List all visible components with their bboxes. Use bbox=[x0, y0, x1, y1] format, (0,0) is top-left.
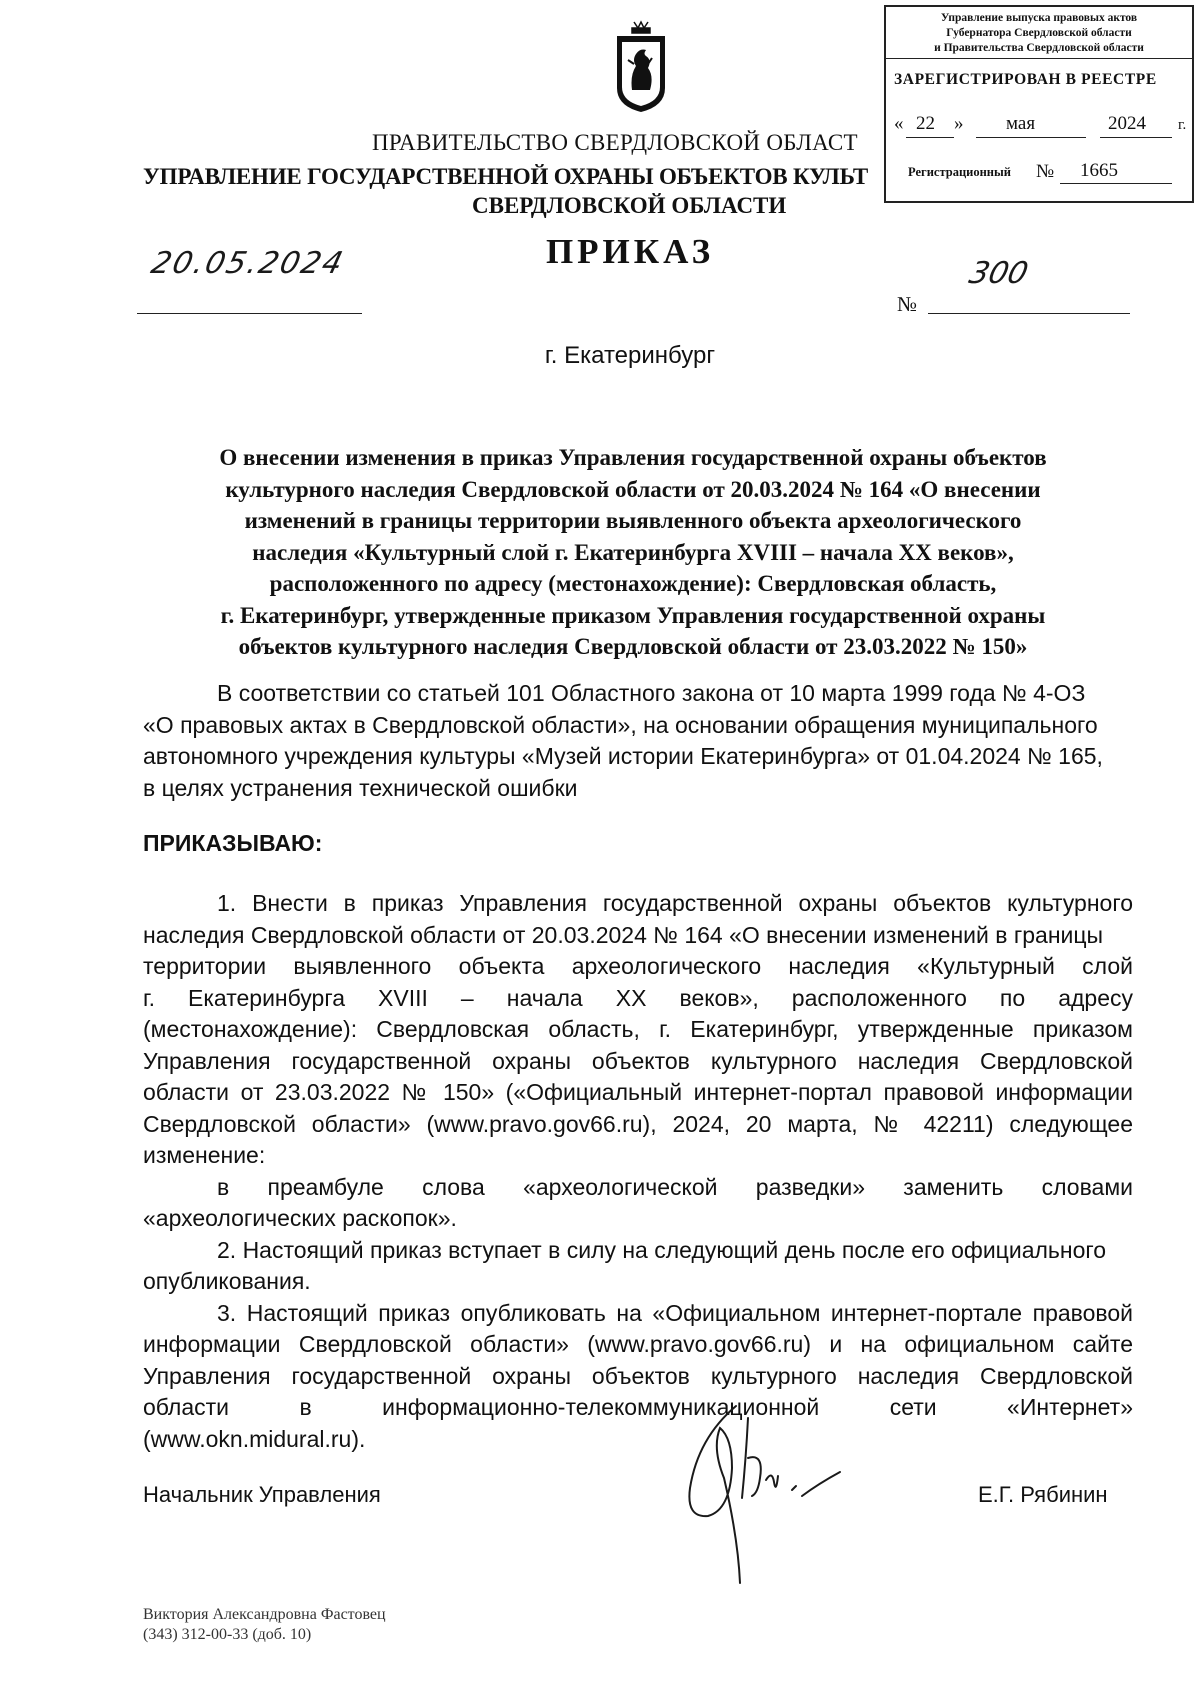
executor-name: Виктория Александровна Фастовец bbox=[143, 1606, 386, 1623]
stamp-date-year-suffix: г. bbox=[1178, 117, 1187, 133]
preamble-line: автономного учреждения культуры «Музей истории Екатеринбурга» от 01.04.2024 № 165, bbox=[143, 743, 1103, 769]
title-line: объектов культурного наследия Свердловской области от 23.03.2022 № 150» bbox=[238, 634, 1028, 659]
stamp-date bbox=[894, 113, 1190, 143]
department-name-line1: УПРАВЛЕНИЕ ГОСУДАРСТВЕННОЙ ОХРАНЫ ОБЪЕКТОВ КУЛЬТ bbox=[143, 164, 869, 189]
stamp-header-line: Управление выпуска правовых актов bbox=[940, 12, 1138, 24]
title-line: расположенного по адресу (местонахождение): Свердловская область, bbox=[269, 571, 997, 596]
item1-change-line: «археологических раскопок». bbox=[143, 1205, 457, 1231]
item3-line: Управления государственной охраны объектов культурного наследия Свердловской bbox=[143, 1362, 1133, 1389]
stamp-date-day: 22 bbox=[916, 113, 935, 134]
item3-line: информации Свердловской области» (www.pravo.gov66.ru) и на официальном сайте bbox=[143, 1331, 1133, 1357]
number-underline bbox=[928, 313, 1130, 314]
signature-icon bbox=[668, 1398, 868, 1588]
item1-line: Управления государственной охраны объектов культурного наследия Свердловской bbox=[143, 1047, 1133, 1074]
executor-info bbox=[143, 1605, 386, 1645]
preamble-line: в целях устранения технической ошибки bbox=[143, 774, 578, 801]
item1-line: области от 23.03.2022 № 150» («Официальный интернет-портал правовой информации bbox=[143, 1079, 1133, 1105]
stamp-header bbox=[886, 7, 1192, 59]
item1-line: (местонахождение): Свердловская область, г. Екатеринбург, утвержденные приказом bbox=[143, 1016, 1133, 1042]
date-underline bbox=[137, 313, 362, 314]
stamp-registered-label: ЗАРЕГИСТРИРОВАН В РЕЕСТРЕ bbox=[894, 71, 1157, 88]
item1-line: г. Екатеринбурга XVIII – начала XX веков», расположенного по адресу bbox=[143, 984, 1133, 1011]
preamble bbox=[143, 678, 1133, 804]
title-line: изменений в границы территории выявленного объекта археологического bbox=[244, 508, 1022, 533]
stamp-reg-number-value: 1665 bbox=[1080, 160, 1118, 181]
item2-line: опубликования. bbox=[143, 1268, 311, 1294]
signer-name: Е.Г. Рябинин bbox=[978, 1482, 1108, 1507]
stamp-date-open-quote: « bbox=[894, 113, 904, 134]
stamp-header-line: Губернатора Свердловской области bbox=[946, 27, 1132, 39]
preamble-line: «О правовых актах в Свердловской области», на основании обращения муниципального bbox=[143, 711, 1098, 738]
item3-line: области в информационно-телекоммуникационной сети «Интернет» bbox=[143, 1394, 1133, 1420]
document-title bbox=[143, 442, 1123, 663]
item3-line: 3. Настоящий приказ опубликовать на «Официальном интернет-портале правовой bbox=[217, 1299, 1133, 1326]
item3-line: (www.okn.midural.ru). bbox=[143, 1425, 366, 1452]
title-line: наследия «Культурный слой г. Екатеринбурга XVIII – начала XX веков», bbox=[252, 539, 1014, 565]
title-line: культурного наследия Свердловской области от 20.03.2024 № 164 «О внесении bbox=[225, 476, 1041, 502]
item1-line: 1. Внести в приказ Управления государственной охраны объектов культурного bbox=[217, 890, 1133, 916]
stamp-header-line: и Правительства Свердловской области bbox=[934, 42, 1144, 54]
coat-of-arms-icon bbox=[612, 20, 670, 114]
order-date: 20.05.2024 bbox=[147, 246, 349, 281]
title-line: О внесении изменения в приказ Управления государственной охраны объектов bbox=[219, 445, 1047, 470]
item1-line: Свердловской области» (www.pravo.gov66.ru), 2024, 20 марта, № 42211) следующее bbox=[143, 1110, 1133, 1137]
stamp-date-close-quote: » bbox=[954, 113, 964, 134]
item1-change-line: в преамбуле слова «археологической разведки» заменить словами bbox=[217, 1173, 1133, 1200]
order-number-sign: № bbox=[897, 292, 918, 316]
order-items bbox=[143, 888, 1133, 1455]
item1-line: территории выявленного объекта археологического наследия «Культурный слой bbox=[143, 953, 1133, 979]
item1-line: изменение: bbox=[143, 1142, 266, 1168]
stamp-date-month: мая bbox=[1006, 113, 1036, 134]
stamp-reg-number bbox=[908, 159, 1188, 187]
stamp-reg-number-sign: № bbox=[1036, 161, 1055, 182]
city: г. Екатеринбург bbox=[544, 342, 716, 369]
item1-line: наследия Свердловской области от 20.03.2024 № 164 «О внесении изменений в границы bbox=[143, 921, 1104, 948]
item2-line: 2. Настоящий приказ вступает в силу на следующий день после его официального bbox=[217, 1236, 1107, 1263]
executor-phone: (343) 312-00-33 (доб. 10) bbox=[143, 1626, 312, 1643]
registration-stamp bbox=[884, 5, 1194, 203]
order-word: ПРИКАЗЫВАЮ: bbox=[143, 830, 323, 856]
title-line: г. Екатеринбург, утвержденные приказом Управления государственной охраны bbox=[220, 602, 1046, 628]
department-name-line2: СВЕРДЛОВСКОЙ ОБЛАСТИ bbox=[472, 193, 787, 218]
stamp-reg-number-label: Регистрационный bbox=[908, 165, 1011, 179]
stamp-date-year: 2024 bbox=[1108, 113, 1146, 134]
signer-role: Начальник Управления bbox=[143, 1482, 381, 1507]
government-name: ПРАВИТЕЛЬСТВО СВЕРДЛОВСКОЙ ОБЛАСТ bbox=[372, 130, 858, 155]
document-type: ПРИКАЗ bbox=[545, 232, 715, 271]
order-number: 300 bbox=[965, 256, 1032, 291]
preamble-line: В соответствии со статьей 101 Областного закона от 10 марта 1999 года № 4-ОЗ bbox=[217, 680, 1086, 706]
